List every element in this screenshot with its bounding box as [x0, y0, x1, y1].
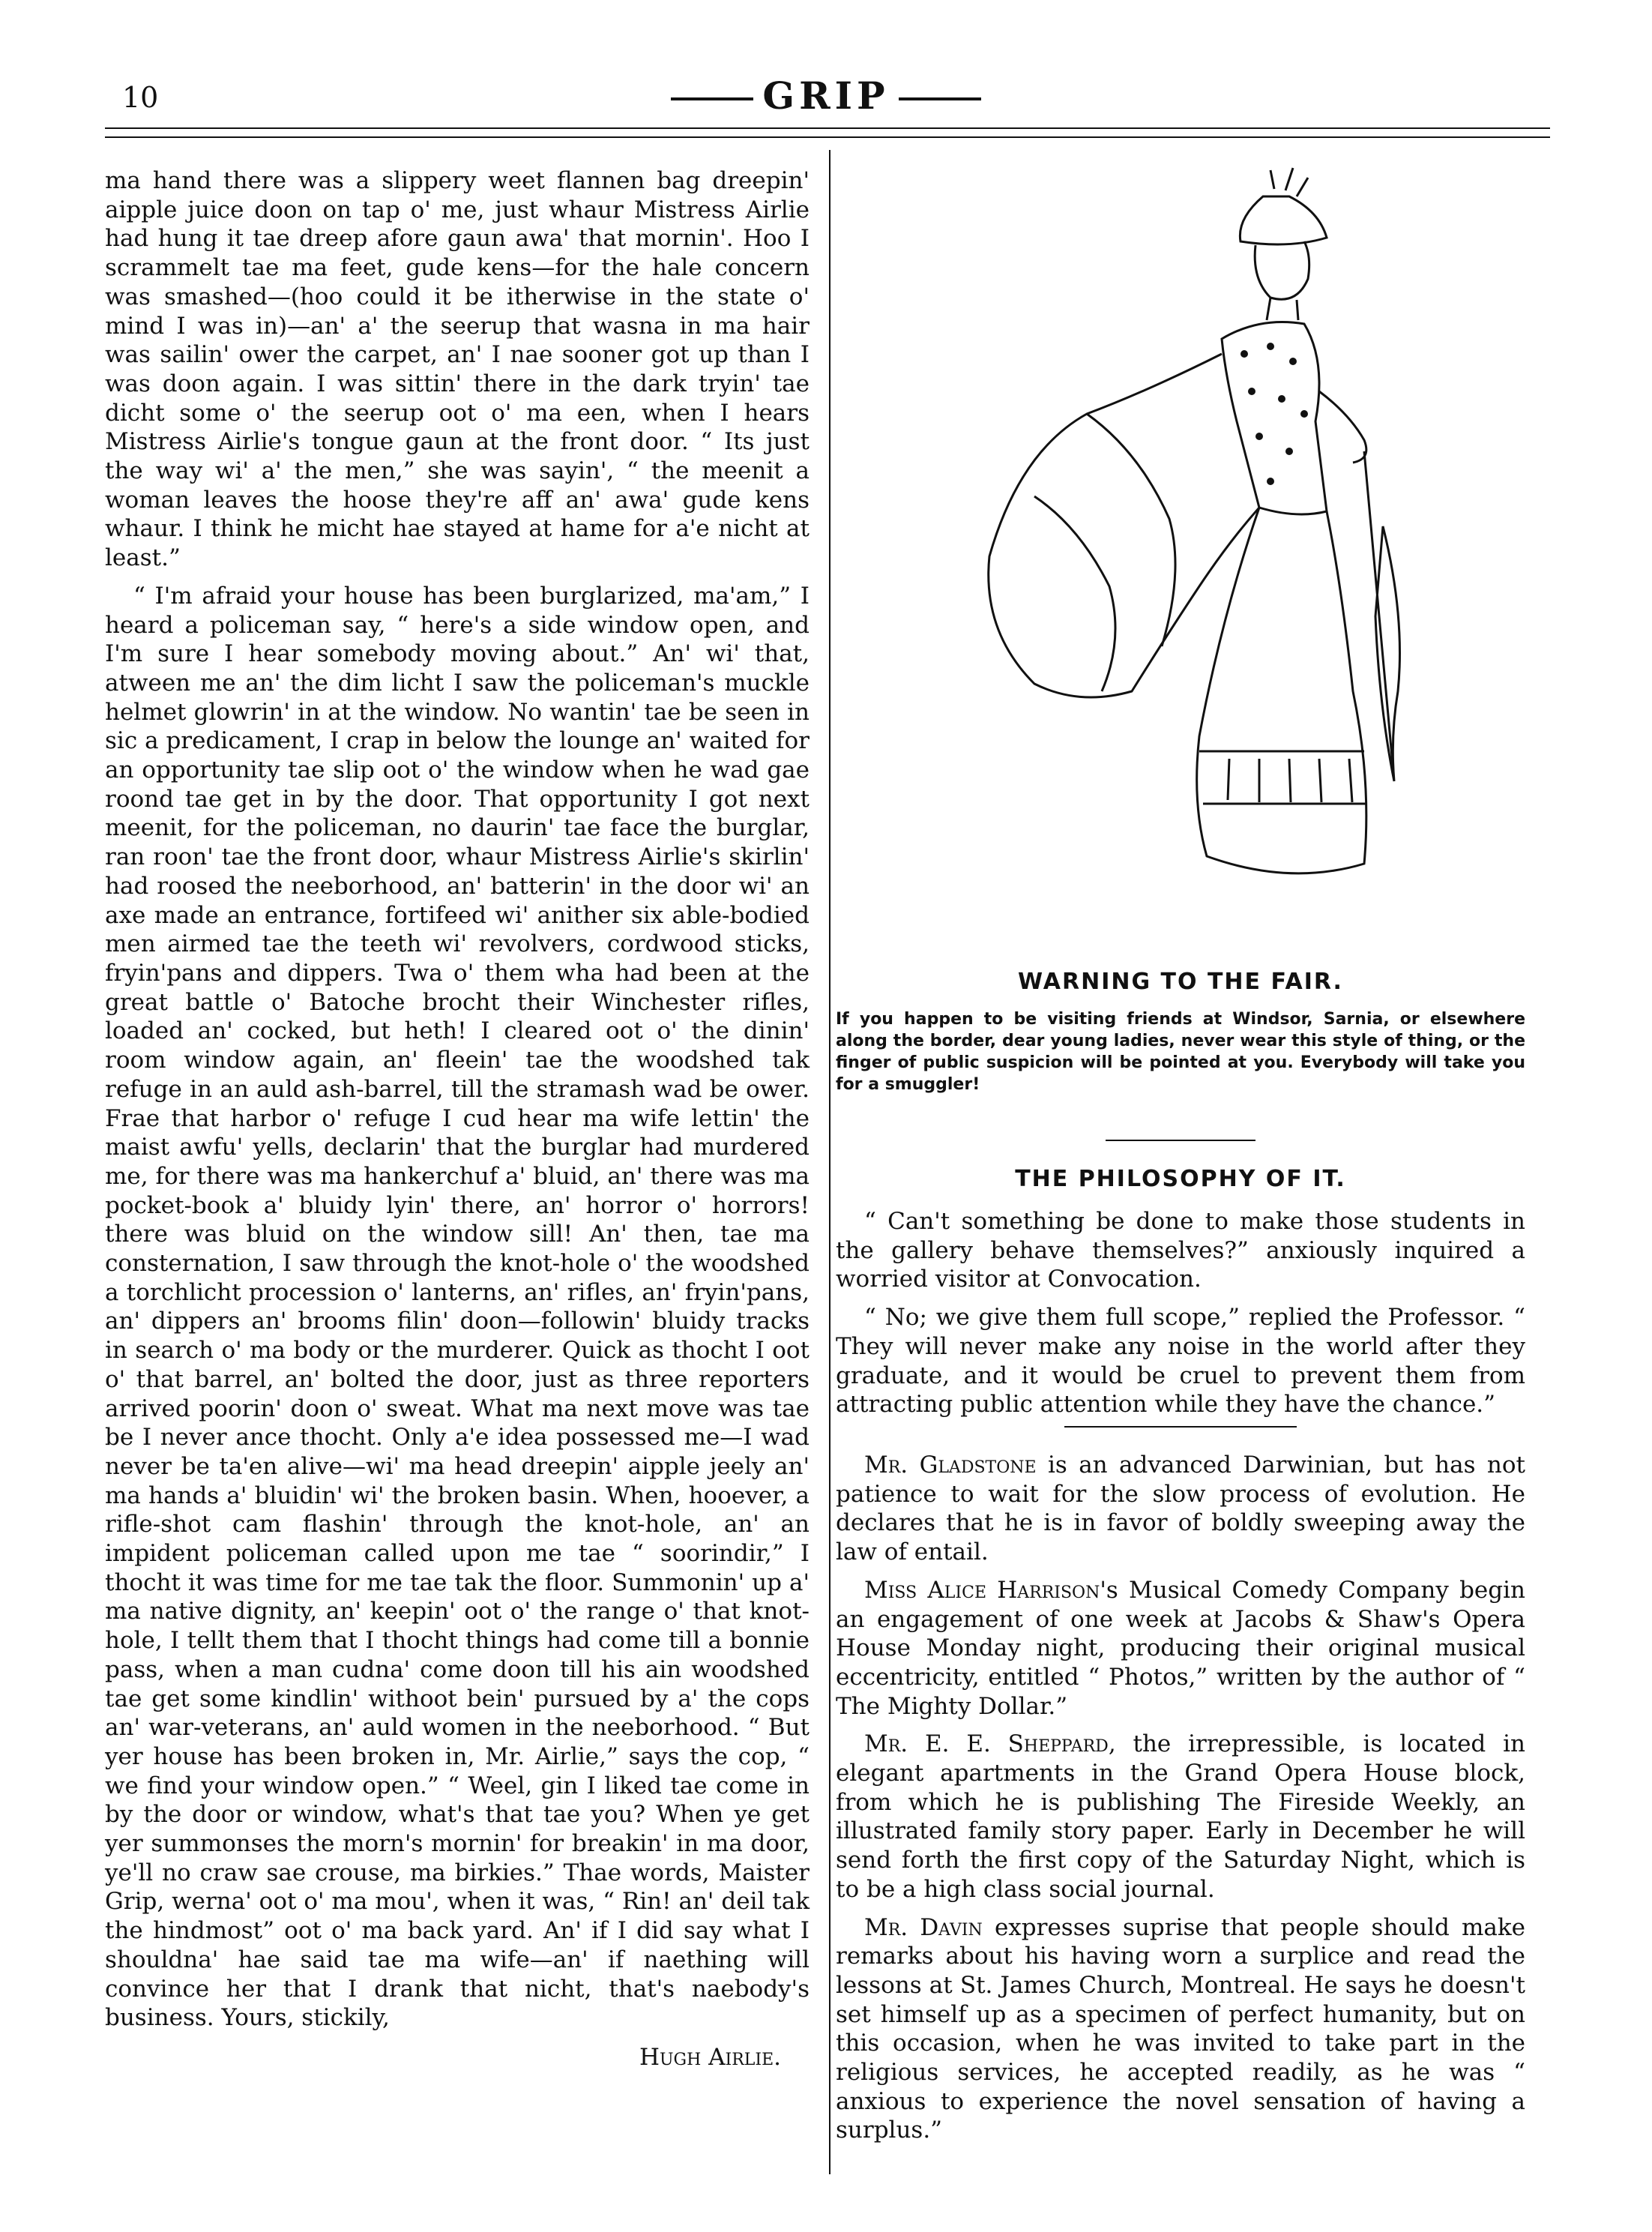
masthead-right-rule: [899, 97, 981, 100]
lady-bustle-illustration: [974, 166, 1424, 954]
section-rule-1: [1106, 1140, 1255, 1141]
letter-paragraph-2: “ I'm afraid your house has been burglarized, ma'am,” I heard a policeman say, “ here's a side window open, and I'm sure I hear somebody moving about.” An' wi' that, atween me an' the dim licht I saw the policeman's muckle helmet glowrin' in at the window. No wantin' tae be seen in sic a predicament, I crap in below the lounge an' waited for an opportunity tae slip oot o' the window when he wad gae roond tae get in by the door. That opportunity I got next meenit, for the policeman, no daurin' tae face the burglar, ran roon' tae the front door, whaur Mistress Airlie's skirlin' had roosed the neeborhood, an' batterin' in the door wi' an axe made an entrance, fortifeed wi' anither six able-bodied men airmed tae the teeth wi' revolvers, cordwood sticks, fryin'pans and dippers. Twa o' them wha had been at the great battle o' Batoche brocht their Winchester rifles, loaded an' cocked, but heth! I cleared oot o' the dinin' room window again, an' fleein' tae the woodshed tak refuge in an auld ash-barrel, till the stramash wad be ower. Frae that harbor o' refuge I cud hear ma wife lettin' the maist awfu' yells, declarin' that the burglar had murdered me, for there was ma hankerchuf a' bluid, an' there was ma pocket-book a' bluidy lyin' there, an' horror o' horrors! there was bluid on the window sill! An' then, tae ma consternation, I saw through the knot-hole o' the woodshed a torchlicht procession o' lanterns, an' rifles, an' fryin'pans, an' dippers an' brooms filin' doon—followin' bluidy tracks in search o' ma body or the murderer. Quick as thocht I oot o' that barrel, an' bolted the door, just as three reporters arrived poorin' doon o' sweat. What ma next move was tae be I never ance thocht. Only a'e idea possessed me—I wad never be ta'en alive—wi' ma head dreepin' aipple jeely an' ma hands a' bluidin' wi' the broken basin. When, hooever, a rifle-shot cam flashin' through the knot-hole, an' an impident policeman called upon me tae “ soorindir,” I thocht it was time for me tae tak the floor. Summonin' up a' ma native dignity, an' keepin' oot o' the range o' that knot-hole, I tellt them that I thocht things had come till a bonnie pass, when a man cudna' come doon till his ain woodshed tae get some kindlin' withoot bein' pursued by a' the cops an' war-veterans, an' auld women in the neeborhood. “ But yer house has been broken in, Mr. Airlie,” says the cop, “ we find your window open.” “ Weel, gin I liked tae come in by the door or window, what's that tae you? When ye get yer summonses the morn's mornin' for breakin' in ma door, ye'll no craw sae crouse, ma birkies.” Thae words, Maister Grip, werna' oot o' ma mou', when it was, “ Rin! an' deil tak the hindmost” oot o' ma back yard. An' if I did say what I shouldna' hae said tae ma wife—an' if naething will convince her that I drank that nicht, that's naebody's business. Yours, stickily,: [105, 582, 810, 2032]
notes-column: [836, 1451, 1525, 2145]
letter-signature: Hugh Airlie.: [639, 2044, 781, 2071]
philosophy-paragraph-1: “ Can't something be done to make those students in the gallery behave themselves?” anxiously inquired a worried visitor at Convocation.: [836, 1208, 1525, 1293]
note-gladstone-name: Mr. Gladstone: [864, 1452, 1037, 1479]
note-harrison: [836, 1576, 1525, 1721]
note-gladstone-text: is an advanced Darwinian, but has not patience to wait for the slow process of evolution. He declares that he is in favor of boldly sweeping away the law of entail.: [836, 1452, 1525, 1566]
illustration-caption-body: If you happen to be visiting friends at Windsor, Sarnia, or elsewhere along the border, dear young ladies, never wear this style of thing, or the finger of public suspicion will be pointed at you. Everybody will take you for a smuggler!: [836, 1010, 1525, 1094]
philosophy-column: [836, 1207, 1525, 1419]
header-rule-bottom: [105, 136, 1550, 138]
illustration-caption-title: WARNING TO THE FAIR.: [1018, 969, 1343, 995]
note-davin: [836, 1913, 1525, 2146]
masthead-title: GRIP: [762, 73, 890, 118]
note-harrison-text: 's Musical Comedy Company begin an engagement of one week at Jacobs & Shaw's Opera House Monday night, producing their original musical eccentricity, entitled “ Photos,” written by the author of “ The Mighty Dollar.”: [836, 1576, 1525, 1720]
masthead-left-rule: [671, 97, 753, 100]
philosophy-title: THE PHILOSOPHY OF IT.: [1015, 1166, 1346, 1192]
letter-column: [105, 166, 810, 2072]
page-number: 10: [122, 81, 159, 114]
note-davin-text: expresses suprise that people should make remarks about his having worn a surplice and read the lessons at St. James Church, Montreal. He says he doesn't set himself up as a specimen of perfect humanity, but on this occasion, when he was invited to take part in the religious services, he accepted readily, as he was “ anxious to experience the novel sensation of having a surplus.”: [836, 1913, 1525, 2144]
note-gladstone: [836, 1451, 1525, 1567]
column-divider: [829, 150, 830, 2174]
note-sheppard: [836, 1730, 1525, 1904]
note-sheppard-text: , the irrepressible, is located in elegant apartments in the Grand Opera House block, from which he is publishing The Fireside Weekly, an illustrated family story paper. Early in December he will send forth the first copy of the Saturday Night, which is to be a high class social journal.: [836, 1730, 1525, 1903]
masthead: [0, 73, 1652, 118]
note-sheppard-name: Mr. E. E. Sheppard: [864, 1730, 1109, 1758]
note-davin-name: Mr. Davin: [864, 1913, 983, 1941]
section-rule-2: [1064, 1426, 1297, 1428]
note-harrison-name: Miss Alice Harrison: [864, 1576, 1100, 1604]
philosophy-paragraph-2: “ No; we give them full scope,” replied the Professor. “ They will never make any noise in the world after they graduate, and it would be cruel to prevent them from attracting public attention while they have the chance.”: [836, 1304, 1525, 1419]
letter-paragraph-1: ma hand there was a slippery weet flannen bag dreepin' aipple juice doon on tap o' me, just whaur Mistress Airlie had hung it tae dreep afore gaun awa' that mornin'. Hoo I scrammelt tae ma feet, gude kens—for the hale concern was smashed—(hoo could it be itherwise in the state o' mind I was in)—an' a' the seerup that wasna in ma hair was sailin' ower the carpet, an' I nae sooner got up than I was doon again. I was sittin' there in the dark tryin' tae dicht some o' the seerup oot o' ma een, when I hears Mistress Airlie's tongue gaun at the front door. “ Its just the way wi' a' the men,” she was sayin', “ the meenit a woman leaves the hoose they're aff an' awa' gude kens whaur. I think he micht hae stayed at hame for a'e nicht at least.”: [105, 167, 810, 572]
header-rule-top: [105, 127, 1550, 129]
